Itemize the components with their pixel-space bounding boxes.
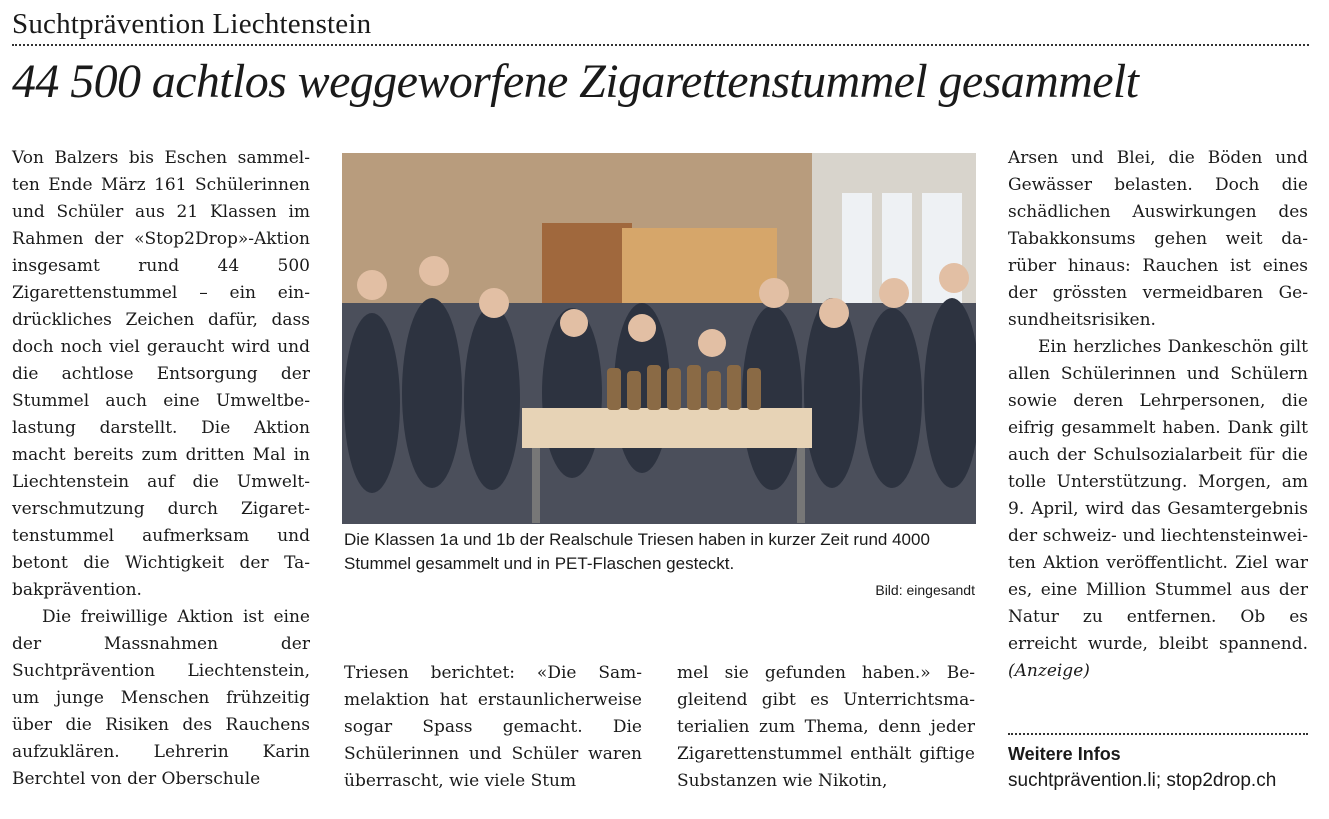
class-photo-illustration xyxy=(342,153,976,524)
article-photo xyxy=(342,153,976,524)
info-divider xyxy=(1008,733,1308,735)
photo-credit: Bild: eingesandt xyxy=(875,582,975,598)
photo-caption: Die Klassen 1a und 1b der Realschule Triesen haben in kurzer Zeit rund 4000 Stummel gesammelt und in PET-Flaschen gesteckt. xyxy=(344,530,930,573)
column-3-paragraph-1: mel sie gefunden haben.» Begleitend gibt es Unterrichtsmaterialien zum Thema, denn jeder Zigarettenstummel enthält giftige Substanzen wie Nikotin, xyxy=(677,663,975,791)
column-4 xyxy=(1008,145,1308,685)
column-1-paragraph-1: Von Balzers bis Eschen sammelten Ende März 161 Schülerinnen und Schüler aus 21 Klassen im Rahmen der «Stop2Drop»-Aktion insgesamt rund 44 500 Zigarettenstummel – ein eindrückliches Zeichen dafür, dass doch noch viel geraucht wird und die achtlose Entsorgung der Stummel auch eine Umweltbelastung darstellt. Die Aktion macht bereits zum dritten Mal in Liechtenstein auf die Umweltverschmutzung durch Zigarettenstummel aufmerksam und betont die Wichtigkeit der Tabakprävention. xyxy=(12,148,310,600)
column-2 xyxy=(344,660,642,795)
kicker-divider xyxy=(12,44,1309,46)
headline: 44 500 achtlos weggeworfene Zigarettenstummel gesammelt xyxy=(12,55,1139,108)
column-2-paragraph-1: Triesen berichtet: «Die Sammelaktion hat erstaunlicherweise sogar Spass gemacht. Die Schülerinnen und Schüler waren überrascht, wie viele Stum xyxy=(344,663,642,791)
info-links: suchtprävention.li; stop2drop.ch xyxy=(1008,770,1277,791)
column-4-paragraph-2 xyxy=(1008,334,1308,685)
kicker: Suchtprävention Liechtenstein xyxy=(12,8,372,40)
column-1 xyxy=(12,145,310,793)
column-3 xyxy=(677,660,975,795)
column-4-paragraph-2-text: Ein herzliches Dankeschön gilt allen Schülerinnen und Schülern sowie deren Lehrpersonen, die eifrig gesammelt haben. Dank gilt auch der Schulsozialarbeit für die tolle Unterstützung. Morgen, am 9. April, wird das Gesamtergebnis der schweiz- und liechtensteinweiten Aktion veröffentlicht. Ziel war es, eine Million Stummel aus der Natur zu entfernen. Ob es erreicht wurde, bleibt spannend. xyxy=(1008,337,1308,654)
info-title: Weitere Infos xyxy=(1008,744,1121,764)
advertisement-note: (Anzeige) xyxy=(1008,661,1090,681)
column-4-paragraph-1: Arsen und Blei, die Böden und Gewässer belasten. Doch die schädlichen Auswirkungen des Tabakkonsums gehen weit darüber hinaus: Rauchen ist eines der grössten vermeidbaren Gesundheitsrisiken. xyxy=(1008,148,1308,330)
column-1-paragraph-2: Die freiwillige Aktion ist eine der Massnahmen der Suchtprävention Liechtenstein, um junge Menschen frühzeitig über die Risiken des Rauchens aufzuklären. Lehrerin Karin Berchtel von der Oberschule xyxy=(12,607,310,789)
